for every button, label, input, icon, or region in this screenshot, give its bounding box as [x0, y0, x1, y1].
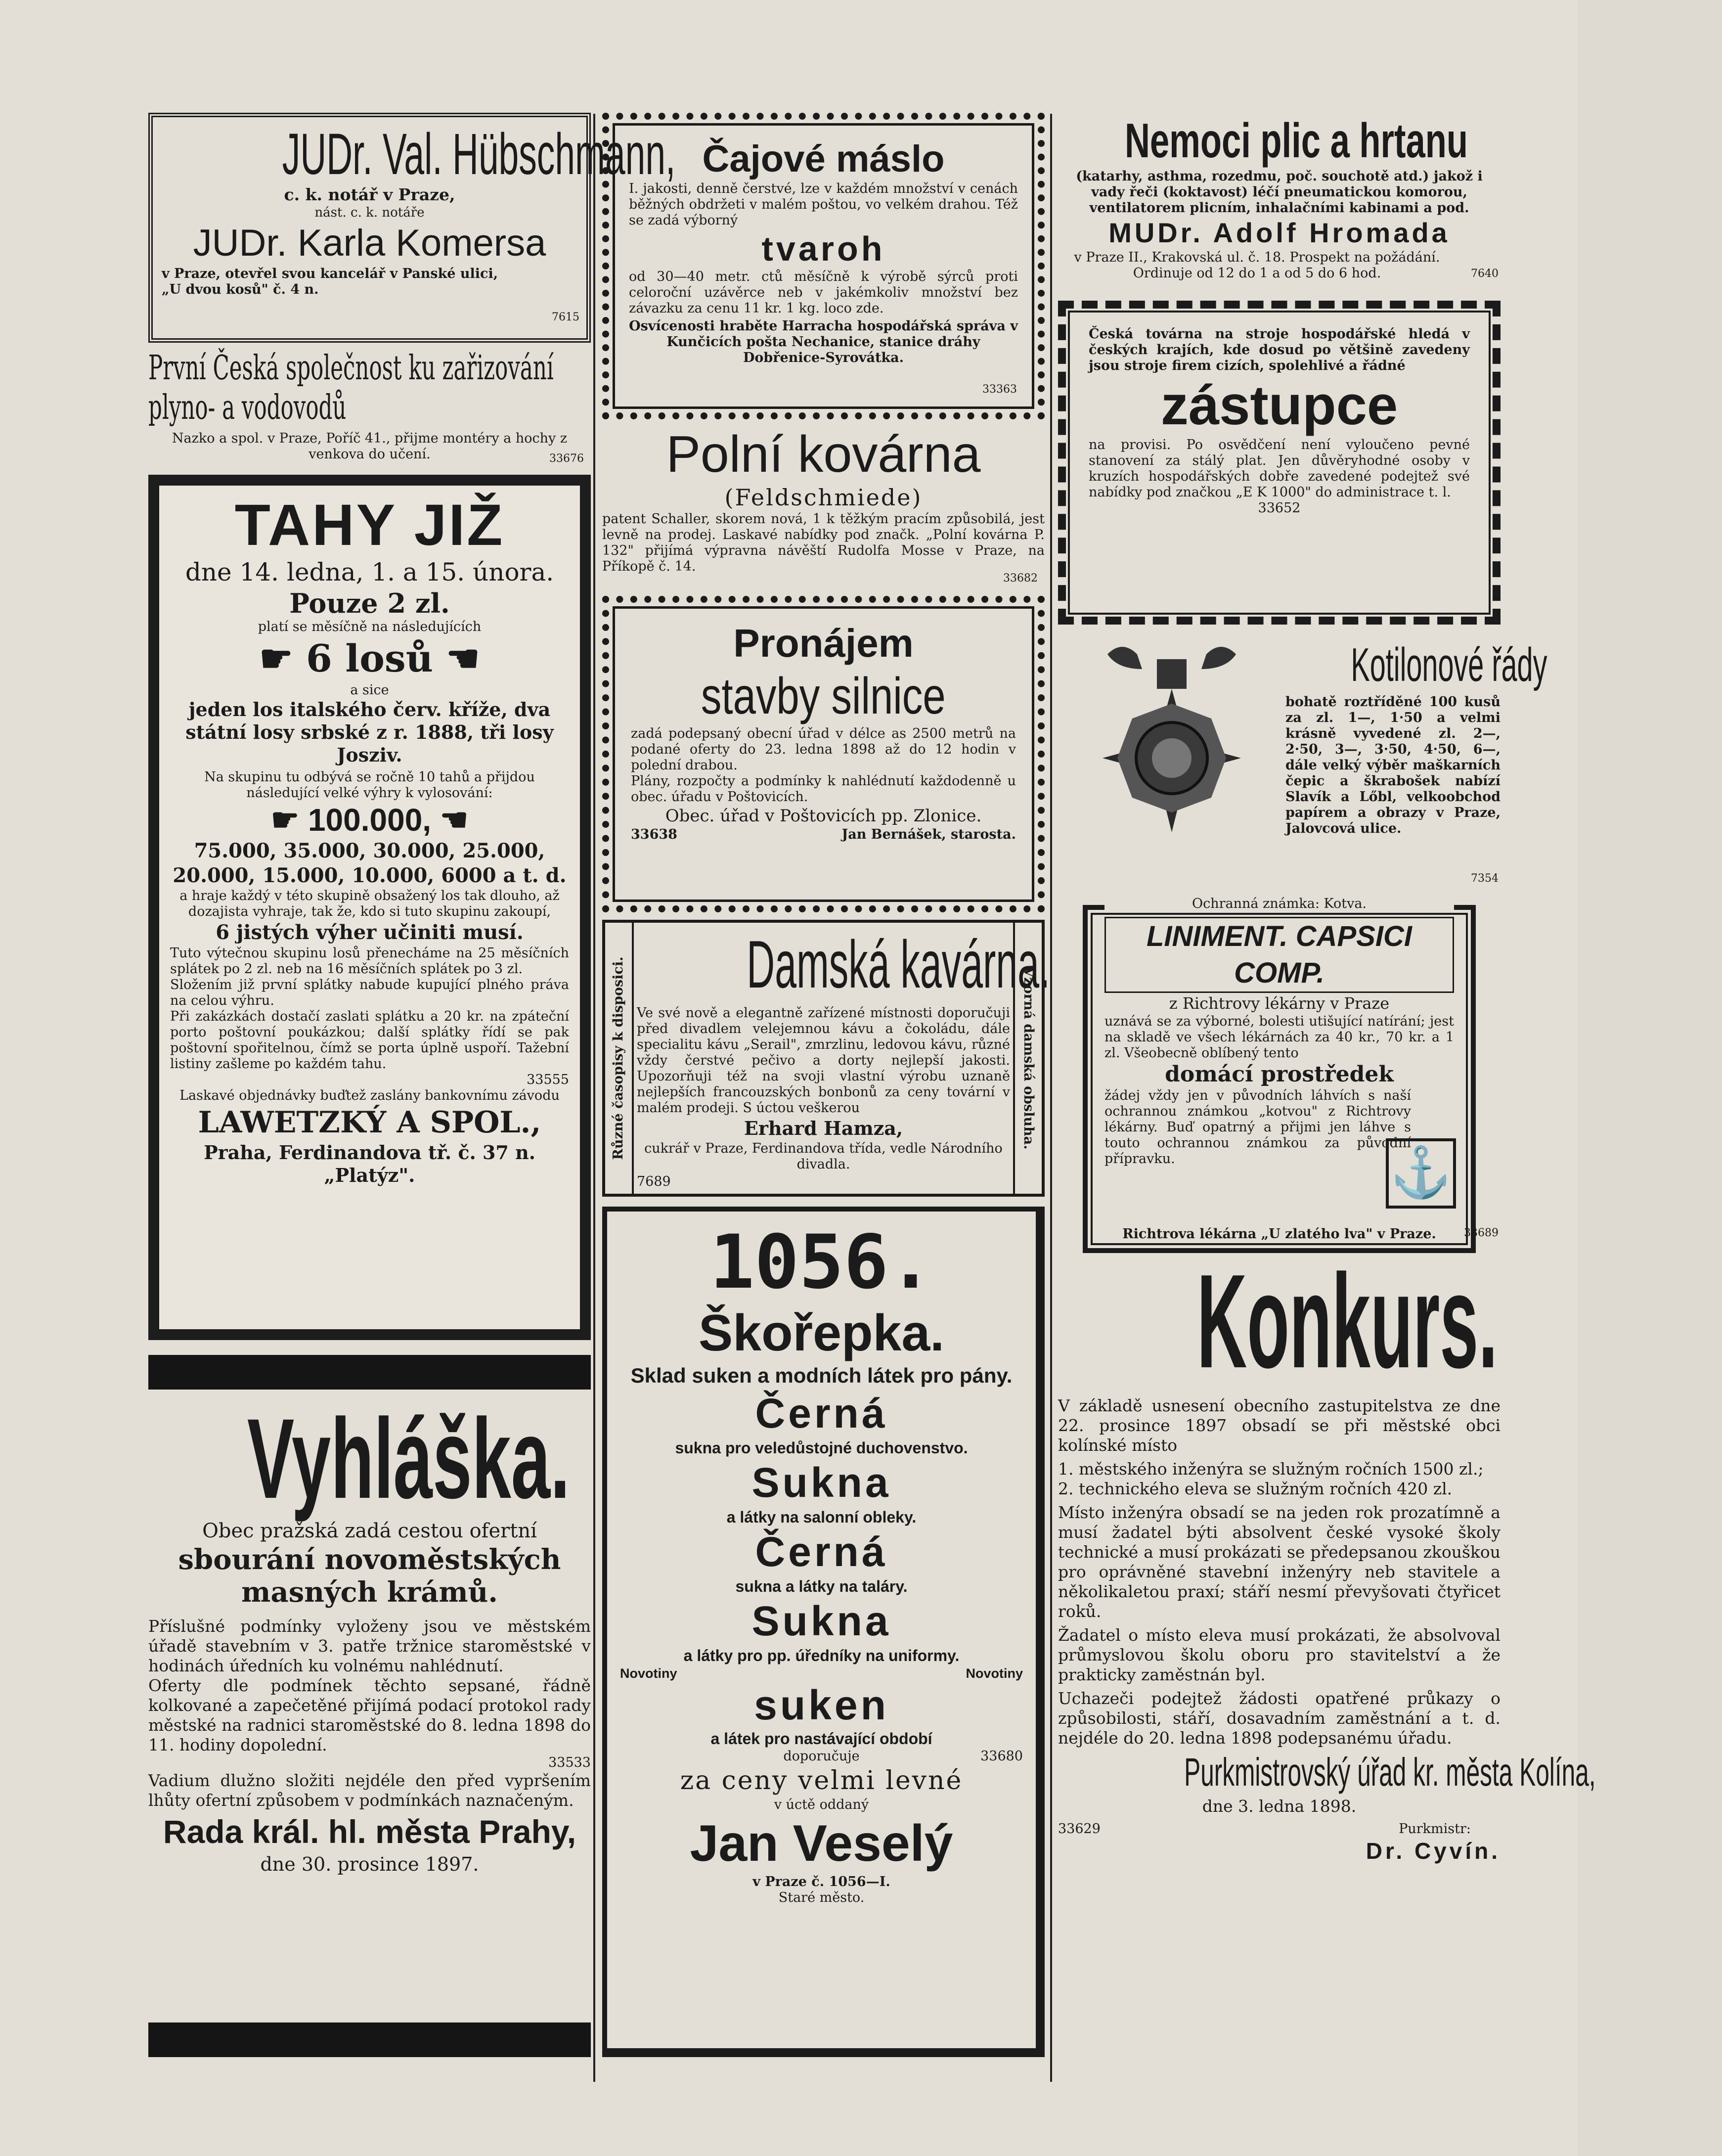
- forge-title: Polní kovárna: [666, 426, 981, 483]
- lottery-sub: platí se měsíčně na následujících: [258, 619, 482, 634]
- konkurs-signature: Purkmistrovský úřad kr. města Kolína,: [1184, 1750, 1596, 1794]
- cafe-owner: Erhard Hamza,: [744, 1117, 903, 1139]
- konkurs-date: dne 3. ledna 1898.: [1202, 1797, 1357, 1816]
- agent-para2: na provisi. Po osvědčení není vyloučeno pevné stanovení za stálý plat. Jen důvěryhodné osoby v kruzích hospodářských dobře zavedené podejtež své nabídky pod značkou „E K 1000" do administrace t. l.: [1089, 437, 1470, 500]
- cloth-number: 33680: [980, 1749, 1023, 1764]
- butter-tvaroh: tvaroh: [761, 229, 885, 268]
- cloth-cerna2: Černá: [755, 1528, 888, 1575]
- butter-number: 33363: [982, 383, 1017, 396]
- ad-cafe: [602, 920, 1050, 1197]
- vyhlaska-para2: Oferty dle podmínek těchto sepsané, řádně kolkované a zapečetěné přijímá podací protokol rady městské na radnici staroměstské do 8. ledna 1898 do 11. hodiny dopolední.: [148, 1676, 591, 1754]
- butter-para3: Osvícenosti hraběte Harracha hospodářská správa v Kunčicích pošta Nechanice, stanice dráhy Dobřenice-Syrovátka.: [629, 318, 1018, 365]
- ad-liniment: [1058, 895, 1501, 1241]
- liniment-number: 33689: [1464, 1227, 1499, 1239]
- cloth-address2: Staré město.: [778, 1890, 865, 1905]
- ad-cotillion: [1058, 630, 1547, 888]
- pointing-hand-icon: ☛: [270, 802, 308, 838]
- lottery-must: 6 jistých výher učiniti musí.: [216, 921, 524, 944]
- lottery-text5: Při zakázkách dostačí zaslati splátku a 20 kr. na zpáteční porto poštovní poukázkou; další splátky řídí se pak poštovní spořitelnou, čímž se porta úplně uspoří. Tažební listiny zašleme po každém tahu.: [170, 1009, 569, 1072]
- pointing-hand-icon: ☚: [431, 802, 469, 838]
- ad-agent: [1058, 301, 1501, 625]
- vyhlaska-line2: sbourání novoměstských masných krámů.: [178, 1543, 561, 1609]
- vyhlaska-signature: Rada král. hl. města Prahy,: [163, 1813, 576, 1850]
- vyhlaska-title: Vyhláška.: [247, 1395, 570, 1522]
- lottery-dates: dne 14. ledna, 1. a 15. února.: [185, 558, 554, 586]
- butter-para2: od 30—40 metr. ctů měsíčně k výrobě sýrců proti celoroční uzávěrce neb v jakémkoliv množství bez závazku za cenu 11 kr. 1 kg. loco zde.: [629, 269, 1018, 316]
- cloth-novotiny-right: Novotiny: [966, 1666, 1023, 1681]
- cloth-novotiny-row: [620, 1665, 1023, 1681]
- vyhlaska-para1: Příslušné podmínky vyloženy jsou ve městském úřadě stavebním v 3. patře tržnice staroměstské v hodinách úředních ku volnému nahlédnutí.: [148, 1617, 591, 1675]
- lottery-big-text: 100.000,: [308, 802, 432, 838]
- liniment-from: z Richtrovy lékárny v Praze: [1169, 994, 1390, 1013]
- cloth-shop-name: Škořepka.: [698, 1304, 945, 1362]
- liniment-footer: Richtrova lékárna „U zlatého lva" v Praze.: [1122, 1226, 1436, 1242]
- gas-company-number: 33676: [549, 452, 584, 465]
- lottery-losu-text: 6 losů: [306, 636, 433, 680]
- road-signer: Jan Bernášek, starosta.: [841, 827, 1016, 842]
- konkurs-para1: V základě usnesení obecního zastupitelstva ze dne 22. prosince 1897 obsadí se při městské obci kolínské místo: [1058, 1396, 1501, 1455]
- cafe-address: cukrář v Praze, Ferdinandova třída, vedle Národního divadla.: [644, 1141, 1003, 1172]
- vyhlaska-date: dne 30. prosince 1897.: [260, 1853, 479, 1875]
- konkurs-para2: Místo inženýra obsadí se na jeden rok prozatímně a musí žadatel býti absolvent české vysoké školy technické a musí prokázati se předepsanou zkouškou pro oprávněné stavební inženýry neb stavitele a několikaletou praxí; stáří nesmí převyšovati čtyřicet roků.: [1058, 1503, 1501, 1621]
- ad-konkurs: [1058, 1247, 1596, 2062]
- cafe-number: 7689: [637, 1174, 671, 1189]
- lottery-text1: Na skupinu tu odbývá se ročně 10 tahů a přijdou následující velké výhry k vylosování:: [204, 769, 535, 801]
- cotillion-text: bohatě roztříděné 100 kusů za zl. 1—, 1·50 a velmi krásně vyvedené zl. 2—, 2·50, 3—, 3·50, 4·50, 6—, dále velký výběr maškarních čepic a škrabošek nabízí Slavík a Lőbl, velkoobchod papírem a obrazy v Praze, Jalovcová ulice.: [1285, 694, 1501, 836]
- liniment-mark: Ochranná známka: Kotva.: [1104, 896, 1454, 912]
- ad-forge: [602, 425, 1045, 588]
- forge-subtitle: (Feldschmiede): [724, 484, 923, 511]
- road-title1: Pronájem: [733, 621, 914, 665]
- gas-company-text: Nazko a spol. v Praze, Poříč 41., přijme montéry a hochy z venkova do učení.: [172, 431, 568, 462]
- pointing-hand-icon: ☚: [433, 636, 480, 680]
- ad-butter: [602, 113, 1045, 419]
- lottery-headline: TAHY JIŽ: [234, 493, 505, 558]
- liniment-title: LINIMENT. CAPSICI COMP.: [1104, 917, 1454, 993]
- konkurs-para4: Uchazeči podejtež žádosti opatřené průkazy o způsobilosti, stáří, dosavadním zaměstnání a t. d. nejdéle do 20. ledna 1898 podepsanému úřadu.: [1058, 1689, 1501, 1748]
- cloth-line7: za ceny velmi levné: [680, 1766, 963, 1796]
- gas-company-title: První Česká společnost ku zařizování plyno- a vodovodů: [148, 349, 554, 427]
- lottery-text2: a hraje každý v této skupině obsažený los tak dlouho, až dozajista vyhraje, tak že, kdo si tuto skupinu zakoupí,: [179, 888, 560, 919]
- pointing-hand-icon: ☛: [259, 636, 307, 680]
- konkurs-item2: 2. technického eleva se služným ročních 420 zl.: [1058, 1479, 1453, 1498]
- notary-name: JUDr. Val. Hübschmann,: [282, 122, 676, 187]
- cloth-line8: v úctě oddaný: [774, 1797, 869, 1812]
- lungs-title: Nemoci plic a hrtanu: [1124, 113, 1468, 168]
- cotillion-body: [1285, 635, 1547, 837]
- cloth-recommend: doporučuje: [783, 1749, 860, 1764]
- lungs-address: v Praze II., Krakovská ul. č. 18. Prospekt na požádání. Ordinuje od 12 do 1 a od 5 do 6 hod.: [1074, 250, 1440, 281]
- lottery-losu: [170, 635, 569, 682]
- lottery-number: 33555: [527, 1072, 569, 1087]
- lottery-tag: „Platýz".: [324, 1164, 415, 1186]
- butter-para1: I. jakosti, denně čerstvé, lze v každém množství v cenách běžných obdržeti v malém poštou, vo velkém drahou. Též se zadá výborný: [629, 181, 1018, 228]
- lottery-text4: Složením již první splátky nabude kupující plného práva na celou výhru.: [170, 977, 569, 1008]
- cloth-line3: a látky na salonní obleky.: [726, 1508, 917, 1526]
- star-order-icon: [1063, 634, 1280, 882]
- vyhlaska-number: 33533: [548, 1755, 591, 1770]
- lottery-list: jeden los italského červ. kříže, dva státní losy srbské z r. 1888, tři losy Josziv.: [185, 698, 554, 766]
- lottery-amounts: 75.000, 35.000, 30.000, 25.000, 20.000, 15.000, 10.000, 6000 a t. d.: [173, 839, 567, 887]
- road-para3: Obec. úřad v Poštovicích pp. Zlonice.: [665, 806, 982, 826]
- anchor-icon: ⚓: [1386, 1138, 1456, 1209]
- ad-gas-company: [148, 349, 591, 470]
- cafe-side-left-box: [605, 923, 634, 1194]
- ad-notary: [148, 113, 676, 343]
- konkurs-role: Purkmistr:: [1399, 1821, 1471, 1837]
- liniment-home: domácí prostředek: [1165, 1062, 1394, 1087]
- vyhlaska-banner-bottom: [148, 2022, 591, 2057]
- notary-line2: nást. c. k. notáře: [314, 205, 425, 220]
- agent-big: zástupce: [1160, 374, 1398, 436]
- ad-road-lease: [602, 596, 1045, 912]
- konkurs-mayor: Dr. Cyvín.: [1366, 1838, 1501, 1864]
- cloth-recommend-row: [620, 1749, 1023, 1764]
- liniment-frame: [1083, 896, 1476, 1253]
- road-title2: stavby silnice: [701, 668, 946, 725]
- konkurs-title: Konkurs.: [1196, 1247, 1498, 1396]
- column-rule-left: [593, 114, 595, 2082]
- cotillion-title: Kotilonové řády: [1351, 638, 1547, 691]
- cloth-number-big: 1056.: [709, 1219, 933, 1305]
- liniment-para2: žádej vždy jen v původních láhvích s naší ochrannou známkou „kotvou" z Richtrovy lékárny. Buď opatrný a přijmi jen láhve s touto ochrannou známkou za původní přípravku.: [1104, 1088, 1411, 1167]
- cloth-address: v Praze č. 1056—I.: [752, 1874, 890, 1889]
- cloth-sukna1: Sukna: [751, 1459, 891, 1506]
- cafe-text: Ve své nově a elegantně zařízené místnosti doporučuji před divadlem velejemnou kávu a čokoládu, dále specialitu kávu „Serail", zmrzlinu, ledovou kávu, různé vždy čerstvé pečivo a dorty nejlepší jakosti. Upozorňuji též na svoji vlastní výrobu uznaně nejlepších francouzských bonbonů za ceny tovární v malém prodeji. S úctou veškerou: [637, 1005, 1010, 1116]
- butter-title: Čajové máslo: [702, 138, 945, 180]
- cloth-line4: sukna a látky na taláry.: [735, 1577, 908, 1595]
- vyhlaska-para3: Vadium dlužno složiti nejdéle den před vypršením lhůty ofertní způsobem v podmínkách naznačeným.: [148, 1771, 591, 1810]
- konkurs-para3: Žadatel o místo eleva musí prokázati, že absolvoval průmyslovou školu oboru pro stavitelství a že prakticky zaměstnán byl.: [1058, 1625, 1501, 1684]
- konkurs-footer: [1058, 1821, 1501, 1837]
- road-para1: zadá podepsaný obecní úřad v délce as 2500 metrů na podané oferty do 23. ledna 1898 až do 12 hodin v polední drabou.: [631, 726, 1016, 773]
- cloth-line5: a látky pro pp. úředníky na uniformy.: [683, 1647, 960, 1664]
- lottery-text6: Laskavé objednávky buďtež zaslány bankovnímu závodu: [179, 1088, 560, 1103]
- cloth-novotiny-left: Novotiny: [620, 1666, 677, 1681]
- cafe-title: Damská kavárna.: [747, 927, 1050, 1002]
- lottery-firm: LAWETZKÝ A SPOL.,: [198, 1105, 541, 1140]
- road-number: 33638: [631, 827, 677, 842]
- cloth-line6: a látek pro nastávající období: [710, 1730, 932, 1748]
- agent-para1: Česká továrna na stroje hospodářské hledá v českých krajích, kde dosud po většině zavedeny jsou stroje firem cizích, spolehlivé a řádné: [1089, 326, 1470, 373]
- vyhlaska-line1: Obec pražská zadá cestou ofertní: [202, 1520, 537, 1542]
- cloth-line2: sukna pro veledůstojné duchovenstvo.: [675, 1439, 968, 1457]
- lottery-aside: a sice: [350, 682, 389, 698]
- lottery-big: [170, 801, 569, 839]
- lungs-doctor: MUDr. Adolf Hromada: [1108, 217, 1450, 248]
- notary-line1: c. k. notář v Praze,: [284, 185, 455, 204]
- cloth-suken: suken: [754, 1682, 889, 1728]
- cotillion-number: 7354: [1471, 872, 1499, 885]
- forge-number: 33682: [1003, 572, 1038, 584]
- agent-number: 33652: [1258, 500, 1301, 516]
- notary-text: v Praze, otevřel svou kancelář v Panské ulici, „U dvou kosů" č. 4 n.: [162, 266, 498, 297]
- ad-vyhlaska: [148, 1355, 591, 2057]
- lungs-number: 7640: [1471, 268, 1499, 280]
- column-rule-right: [1050, 114, 1052, 2082]
- cloth-sukna2: Sukna: [751, 1598, 891, 1644]
- ad-lottery: [148, 475, 591, 1340]
- konkurs-number: 33629: [1058, 1821, 1101, 1837]
- vyhlaska-banner-top: [148, 1355, 591, 1390]
- ad-cloth-shop: [602, 1207, 1045, 2057]
- cloth-owner: Jan Veselý: [690, 1815, 953, 1872]
- cloth-line1: Sklad suken a modních látek pro pány.: [630, 1364, 1013, 1387]
- lottery-text3: Tuto výtečnou skupinu losů přenecháme na 25 měsíčních splátek po 2 zl. neb na 16 měsíčních splátek po 3 zl.: [170, 945, 569, 977]
- forge-text: patent Schaller, skorem nová, 1 k těžkým pracím způsobilá, jest levně na prodej. Laskavé nabídky pod značk. „Polní kovárna P. 132" přijímá výpravna návěští Rudolfa Mosse v Praze, na Příkopě č. 14.: [602, 511, 1045, 574]
- cafe-side-left: Různé časopisy k disposici.: [611, 956, 626, 1160]
- liniment-para1: uznává se za výborné, bolesti utišující natírání; jest na skladě ve všech lékárnách za 40 kr., 70 kr. a 1 zl. Všeobecně oblíbený tento: [1104, 1014, 1454, 1061]
- lottery-address: Praha, Ferdinandova tř. č. 37 n.: [204, 1141, 535, 1164]
- road-para2: Plány, rozpočty a podmínky k nahlédnutí každodenně u obec. úřadu v Poštovicích.: [631, 773, 1016, 805]
- konkurs-item1: 1. městského inženýra se služným ročních 1500 zl.;: [1058, 1459, 1484, 1479]
- lottery-price: Pouze 2 zl.: [289, 587, 450, 619]
- road-footer: [631, 827, 1016, 843]
- notary-name2: JUDr. Karla Komersa: [193, 222, 546, 264]
- cafe-side-right: Vzorná damská obsluha.: [1021, 967, 1036, 1150]
- cloth-cerna1: Černá: [755, 1390, 888, 1437]
- lungs-text: (katarhy, asthma, rozedmu, poč. souchotě atd.) jakož i vady řeči (koktavost) léčí pneumatickou komorou, ventilatorem plicním, inhalačními kabinami a pod.: [1076, 169, 1483, 216]
- ad-lungs: [1058, 113, 1501, 291]
- notary-number: 7615: [552, 311, 579, 323]
